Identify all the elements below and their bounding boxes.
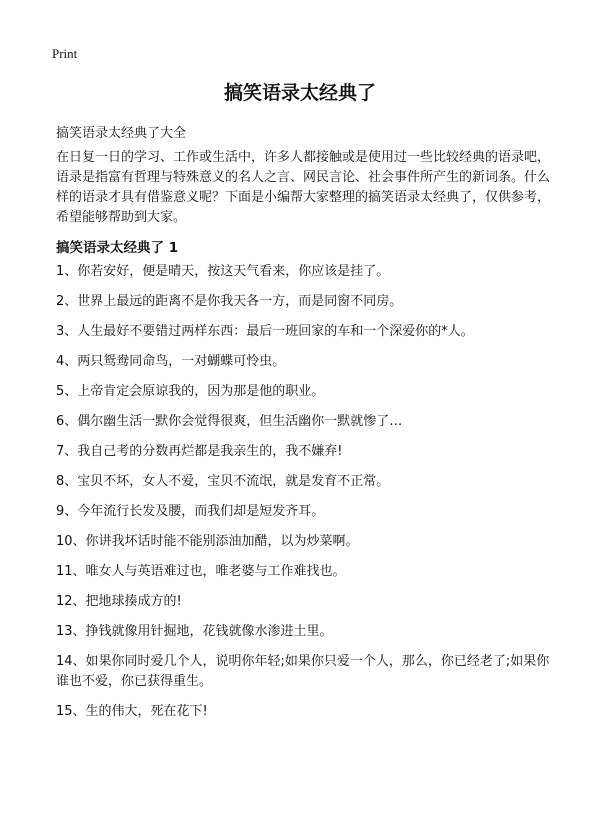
list-item: 1、你若安好，便是晴天，按这天气看来，你应该是挂了。 xyxy=(56,264,390,279)
intro-paragraph: 在日复一日的学习、工作或生活中，许多人都接触或是使用过一些比较经典的语录吧，语录是指富有哲理与特殊意义的名人之言、网民言论、社会事件所产生的新词条。什么样的语录才具有借鉴意义呢？下面是小编帮大家整理的搞笑语录太经典了，仅供参考，希望能够帮助到大家。 xyxy=(56,150,551,225)
list-item: 10、你讲我坏话时能不能别添油加醋，以为炒菜啊。 xyxy=(56,534,359,549)
list-item: 5、上帝肯定会原谅我的，因为那是他的职业。 xyxy=(56,384,325,399)
list-item: 11、唯女人与英语难过也，唯老婆与工作难找也。 xyxy=(56,564,346,579)
list-item: 2、世界上最远的距离不是你我天各一方，而是同窗不同房。 xyxy=(56,294,403,309)
list-item: 12、把地球揍成方的! xyxy=(56,594,182,609)
list-item: 3、人生最好不要错过两样东西：最后一班回家的车和一个深爱你的*人。 xyxy=(56,324,474,339)
list-item: 7、我自己考的分数再烂都是我亲生的，我不嫌弃! xyxy=(56,444,343,459)
list-item: 15、生的伟大，死在花下! xyxy=(56,704,208,719)
list-item: 6、偶尔幽生活一默你会觉得很爽，但生活幽你一默就惨了… xyxy=(56,414,403,429)
print-link[interactable]: Print xyxy=(52,46,78,61)
list-item: 14、如果你同时爱几个人，说明你年轻;如果你只爱一个人，那么，你已经老了;如果你谁也不爱，你已获得重生。 xyxy=(56,654,550,689)
list-item: 9、今年流行长发及腰，而我们却是短发齐耳。 xyxy=(56,504,325,519)
list-item: 8、宝贝不坏，女人不爱，宝贝不流氓，就是发育不正常。 xyxy=(56,474,390,489)
quote-list xyxy=(56,262,550,732)
list-item: 13、挣钱就像用针掘地，花钱就像水渗进土里。 xyxy=(56,624,333,639)
list-item: 4、两只鸳鸯同命鸟，一对蝴蝶可怜虫。 xyxy=(56,354,286,369)
page-title: 搞笑语录太经典了 xyxy=(223,82,376,104)
section-heading: 搞笑语录太经典了 1 xyxy=(56,240,179,256)
subtitle: 搞笑语录太经典了大全 xyxy=(56,126,187,141)
